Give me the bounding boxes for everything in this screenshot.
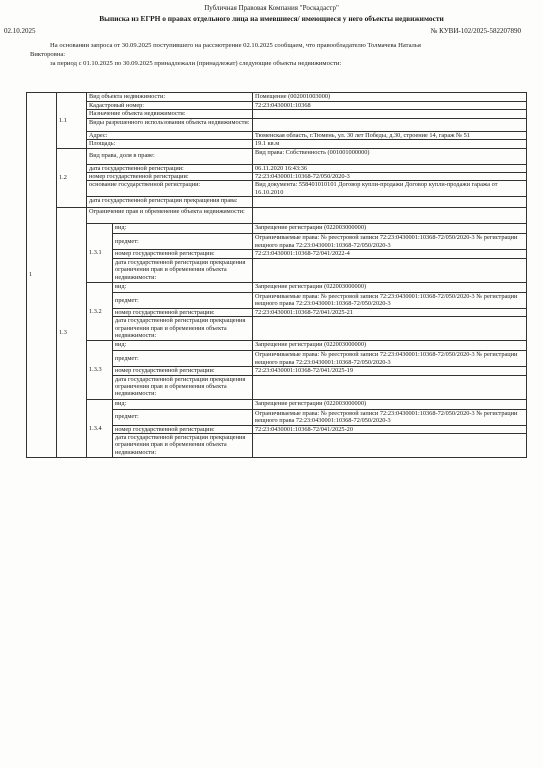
subsection-index: 1.3.2	[87, 282, 113, 340]
field-value: 72:23:0430001:10368-72/041/2025-19	[253, 367, 527, 375]
intro-line-1: На основании запроса от 30.09.2025 поступившего на рассмотрение 02.10.2025 сообщаем, что правообладателю Толмачева Наталья	[50, 42, 421, 49]
field-label: вид:	[113, 282, 253, 292]
field-label: дата государственной регистрации прекращения ограничения прав и обременения объекта недвижимости:	[113, 258, 253, 282]
document-number: № КУВИ-102/2025-582207890	[430, 27, 521, 35]
field-value: 72:23:0430001:10368	[253, 102, 527, 110]
section-index: 1.2	[57, 148, 87, 208]
field-value: Ограничиваемые права: № реестровой записи 72:23:0430001:10368-72/050/2020-3 № регистрации вещного права 72:23:0430001:10368-72/050/2020-3	[253, 351, 527, 367]
table-row	[27, 181, 527, 197]
section-index: 1.3	[57, 208, 87, 458]
field-value: 72:23:0430001:10368-72/050/2020-3	[253, 173, 527, 181]
field-value: 19.1 кв.м	[253, 140, 527, 148]
organization-name: Публичная Правовая Компания "Роскадастр"	[204, 4, 339, 12]
table-row	[27, 102, 527, 110]
table-row	[27, 131, 527, 139]
field-label: Виды разрешенного использования объекта недвижимости:	[87, 118, 253, 131]
field-label: вид:	[113, 341, 253, 351]
table-row	[27, 173, 527, 181]
table-row	[27, 110, 527, 118]
field-value: 72:23:0430001:10368-72/041/2025-21	[253, 308, 527, 316]
field-label: предмет:	[113, 234, 253, 250]
field-label: номер государственной регистрации:	[113, 250, 253, 258]
field-value	[253, 110, 527, 118]
field-value: Помещение (002001003000)	[253, 93, 527, 102]
field-value: Ограничиваемые права: № реестровой записи 72:23:0430001:10368-72/050/2020-3 № регистрации вещного права 72:23:0430001:10368-72/050/2020-3	[253, 234, 527, 250]
table-row	[27, 197, 527, 208]
field-value: Ограничиваемые права: № реестровой записи 72:23:0430001:10368-72/050/2020-3 № регистрации вещного права 72:23:0430001:10368-72/050/2020-3	[253, 292, 527, 308]
table-row	[27, 148, 527, 164]
field-label: Адрес:	[87, 131, 253, 139]
field-value	[253, 208, 527, 224]
field-label: вид:	[113, 224, 253, 234]
field-value: Ограничиваемые права: № реестровой записи 72:23:0430001:10368-72/050/2020-3 № регистрации вещного права 72:23:0430001:10368-72/050/2020-3	[253, 409, 527, 425]
field-label: Вид объекта недвижимости:	[87, 93, 253, 102]
intro-line-2: Викторовна:	[30, 51, 66, 58]
root-index: 1	[27, 93, 57, 458]
field-label: номер государственной регистрации:	[113, 308, 253, 316]
document-date: 02.10.2025	[4, 27, 36, 35]
table-row	[27, 140, 527, 148]
field-label: предмет:	[113, 292, 253, 308]
field-value: 72:23:0430001:10368-72/041/2025-20	[253, 425, 527, 433]
field-value	[253, 317, 527, 341]
section-index: 1.1	[57, 93, 87, 149]
field-label: дата государственной регистрации:	[87, 164, 253, 172]
table-row	[27, 399, 527, 409]
field-value: Запрещение регистрации (022003000000)	[253, 224, 527, 234]
field-value: 06.11.2020 16:43:36	[253, 164, 527, 172]
table-row	[27, 282, 527, 292]
field-value	[253, 118, 527, 131]
subsection-index: 1.3.3	[87, 341, 113, 399]
subsection-index: 1.3.4	[87, 399, 113, 457]
field-label: дата государственной регистрации прекращения ограничения прав и обременения объекта недвижимости:	[113, 317, 253, 341]
field-value: Запрещение регистрации (022003000000)	[253, 282, 527, 292]
property-table	[26, 92, 527, 458]
field-value: Вид документа: 558401010101 Договор купли-продажи Договор купли-продажи гаража от 16.10.2010	[253, 181, 527, 197]
subsection-index: 1.3.1	[87, 224, 113, 282]
field-value: Тюменская область, г.Тюмень, ул. 30 лет Победы, д.30, строение 14, гараж № 51	[253, 131, 527, 139]
field-value	[253, 375, 527, 399]
table-row	[27, 208, 527, 224]
table-row	[27, 118, 527, 131]
field-value	[253, 258, 527, 282]
field-label: дата государственной регистрации прекращения ограничения прав и обременения объекта недвижимости:	[113, 375, 253, 399]
field-label: вид:	[113, 399, 253, 409]
field-label: номер государственной регистрации:	[113, 425, 253, 433]
field-label: Кадастровый номер:	[87, 102, 253, 110]
field-label: дата государственной регистрации прекращения права:	[87, 197, 253, 208]
field-value: Вид права: Собственность (001001000000)	[253, 148, 527, 164]
field-label: номер государственной регистрации:	[113, 367, 253, 375]
intro-line-3: за период с 01.10.2025 по 30.09.2025 принадлежали (принадлежат) следующие объекты недвижимости:	[50, 60, 342, 67]
field-label: предмет:	[113, 409, 253, 425]
field-value: 72:23:0430001:10368-72/041/2022-4	[253, 250, 527, 258]
document-title: Выписка из ЕГРН о правах отдельного лица на имевшиеся/ имеющиеся у него объекты недвижимости	[99, 14, 444, 23]
table-row	[27, 224, 527, 234]
field-value: Запрещение регистрации (022003000000)	[253, 341, 527, 351]
encumbrance-header: Ограничение прав и обременение объекта недвижимости:	[87, 208, 253, 224]
property-table-body	[27, 93, 527, 458]
field-label: номер государственной регистрации:	[87, 173, 253, 181]
table-row	[27, 164, 527, 172]
table-row	[27, 93, 527, 102]
intro-paragraph	[30, 41, 510, 68]
table-row	[27, 341, 527, 351]
field-label: дата государственной регистрации прекращения ограничения прав и обременения объекта недвижимости:	[113, 434, 253, 458]
field-label: предмет:	[113, 351, 253, 367]
field-label: Вид права, доля в праве:	[87, 148, 253, 164]
field-label: основание государственной регистрации:	[87, 181, 253, 197]
field-label: Назначение объекта недвижимости:	[87, 110, 253, 118]
field-label: Площадь:	[87, 140, 253, 148]
field-value	[253, 197, 527, 208]
field-value: Запрещение регистрации (022003000000)	[253, 399, 527, 409]
field-value	[253, 434, 527, 458]
